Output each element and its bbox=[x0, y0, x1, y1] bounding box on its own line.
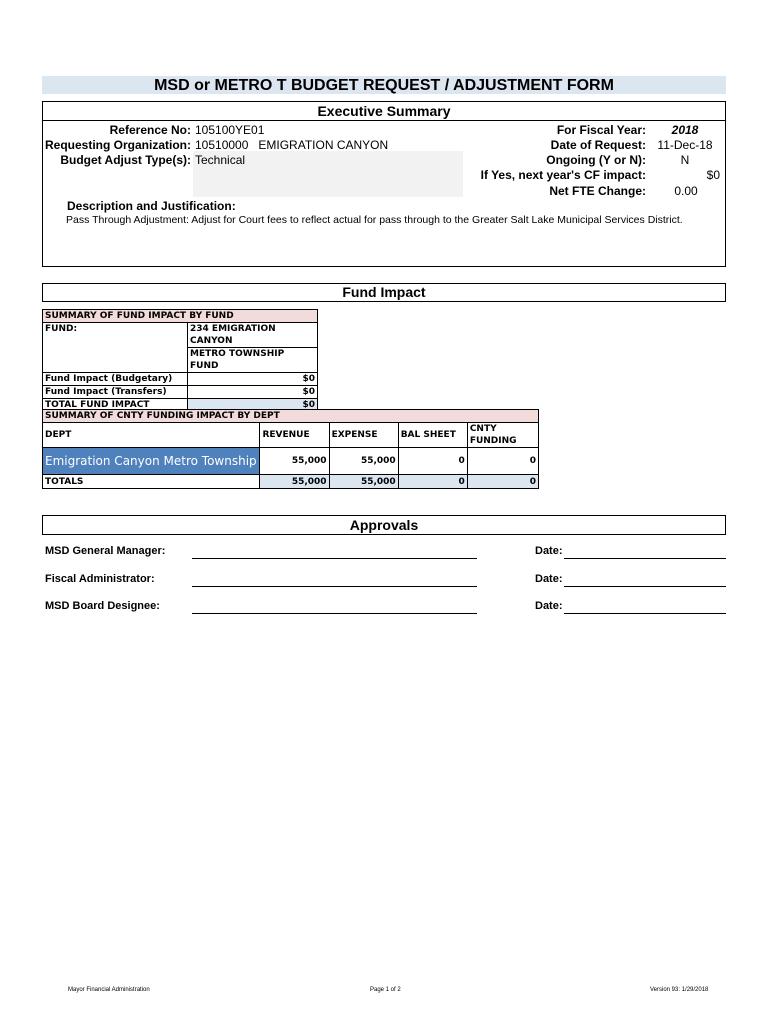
signer-fiscal-date-line[interactable] bbox=[564, 585, 726, 587]
col-bal-sheet: BAL SHEET bbox=[398, 423, 467, 448]
footer-version: Version 93: 1/29/2018 bbox=[650, 987, 709, 993]
ongoing-label: Ongoing (Y or N): bbox=[546, 153, 646, 167]
fte-change-label: Net FTE Change: bbox=[549, 184, 646, 198]
description-label: Description and Justification: bbox=[67, 199, 236, 213]
totals-revenue-cell: 55,000 bbox=[260, 475, 329, 489]
type-label: Budget Adjust Type(s): bbox=[60, 153, 191, 167]
fund-name-line2: METRO TOWNSHIP FUND bbox=[188, 348, 318, 373]
description-text: Pass Through Adjustment: Adjust for Court fees to reflect actual for pass through to the Greater Salt Lake Municipal Services District. bbox=[66, 214, 683, 226]
fund-transfers-value: $0 bbox=[188, 386, 318, 399]
signer-board-line[interactable] bbox=[192, 612, 477, 614]
totals-cnty-funding-cell: 0 bbox=[467, 475, 538, 489]
dept-cnty-funding-cell: 0 bbox=[467, 448, 538, 475]
dept-name-cell: Emigration Canyon Metro Township bbox=[43, 448, 260, 475]
date-request-label: Date of Request: bbox=[550, 138, 646, 152]
footer-left: Mayor Financial Administration bbox=[68, 987, 150, 993]
col-expense: EXPENSE bbox=[329, 423, 398, 448]
signer-gm-date-line[interactable] bbox=[564, 557, 726, 559]
fund-total-value: $0 bbox=[188, 399, 318, 412]
signer-fiscal-line[interactable] bbox=[192, 585, 477, 587]
org-label: Requesting Organization: bbox=[44, 138, 191, 152]
dept-bal-sheet-cell: 0 bbox=[398, 448, 467, 475]
fte-change-value: 0.00 bbox=[674, 184, 698, 198]
fund-name-line1: 234 EMIGRATION CANYON bbox=[188, 323, 318, 348]
col-dept: DEPT bbox=[43, 423, 260, 448]
cf-impact-label: If Yes, next year's CF impact: bbox=[480, 168, 646, 182]
cnty-impact-table bbox=[42, 409, 539, 489]
fund-label: FUND: bbox=[43, 323, 188, 373]
signer-fiscal-date-label: Date: bbox=[535, 573, 563, 585]
totals-bal-sheet-cell: 0 bbox=[398, 475, 467, 489]
date-request-value: 11-Dec-18 bbox=[657, 138, 713, 152]
fund-budgetary-label: Fund Impact (Budgetary) bbox=[43, 373, 188, 386]
fund-total-label: TOTAL FUND IMPACT bbox=[43, 399, 188, 412]
cnty-summary-title: SUMMARY OF CNTY FUNDING IMPACT BY DEPT bbox=[43, 410, 539, 423]
fund-transfers-label: Fund Impact (Transfers) bbox=[43, 386, 188, 399]
totals-expense-cell: 55,000 bbox=[329, 475, 398, 489]
approvals-heading: Approvals bbox=[42, 515, 726, 535]
col-revenue: REVENUE bbox=[260, 423, 329, 448]
fiscal-year-label: For Fiscal Year: bbox=[556, 123, 646, 137]
signer-board-date-line[interactable] bbox=[564, 612, 726, 614]
fund-budgetary-value: $0 bbox=[188, 373, 318, 386]
fiscal-year-value: 2018 bbox=[671, 123, 699, 137]
executive-summary-heading: Executive Summary bbox=[43, 102, 725, 121]
type-value: Technical bbox=[195, 153, 246, 167]
fund-summary-title: SUMMARY OF FUND IMPACT BY FUND bbox=[43, 310, 318, 323]
org-value: 10510000 EMIGRATION CANYON bbox=[195, 138, 389, 152]
signer-fiscal-label: Fiscal Administrator: bbox=[45, 573, 155, 585]
col-cnty-funding: CNTY FUNDING bbox=[467, 423, 538, 448]
reference-value: 105100YE01 bbox=[195, 123, 265, 137]
fund-impact-table bbox=[42, 309, 318, 412]
dept-expense-cell: 55,000 bbox=[329, 448, 398, 475]
footer-page: Page 1 of 2 bbox=[370, 987, 401, 993]
cf-impact-value: $0 bbox=[706, 168, 720, 182]
dept-revenue-cell: 55,000 bbox=[260, 448, 329, 475]
totals-label-cell: TOTALS bbox=[43, 475, 260, 489]
ongoing-value: N bbox=[680, 153, 690, 167]
signer-board-label: MSD Board Designee: bbox=[45, 600, 160, 612]
reference-label: Reference No: bbox=[109, 123, 191, 137]
signer-gm-line[interactable] bbox=[192, 557, 477, 559]
signer-gm-label: MSD General Manager: bbox=[45, 545, 166, 557]
form-title: MSD or METRO T BUDGET REQUEST / ADJUSTMENT FORM bbox=[42, 76, 726, 94]
signer-board-date-label: Date: bbox=[535, 600, 563, 612]
signer-gm-date-label: Date: bbox=[535, 545, 563, 557]
fund-impact-heading: Fund Impact bbox=[42, 283, 726, 302]
